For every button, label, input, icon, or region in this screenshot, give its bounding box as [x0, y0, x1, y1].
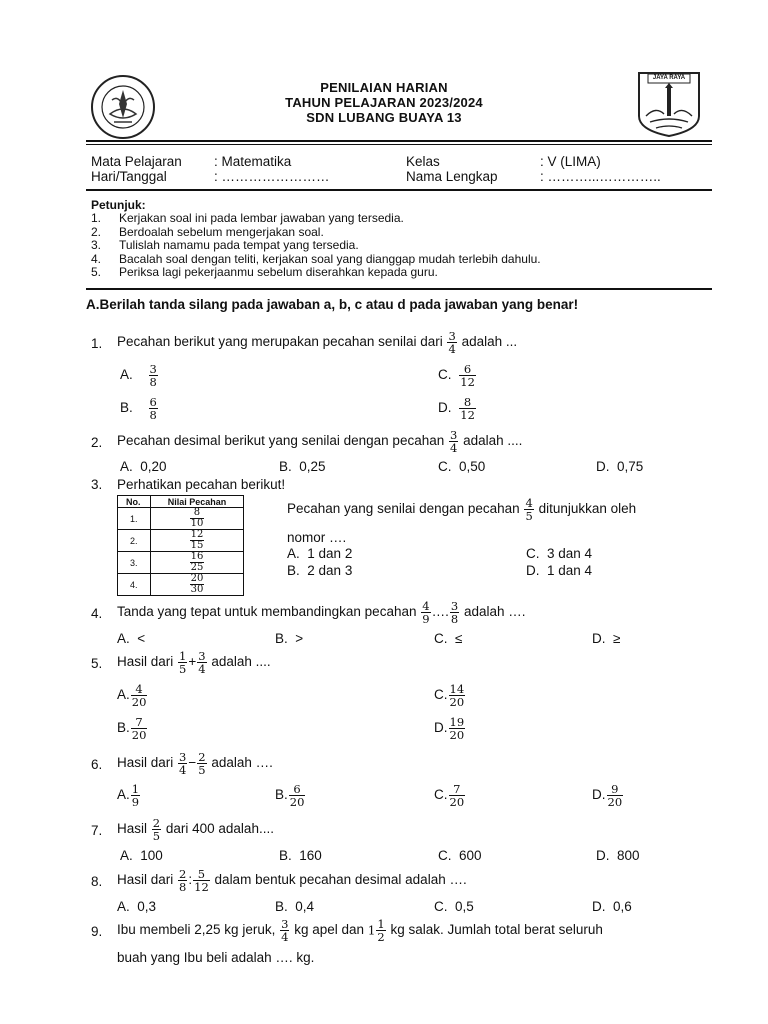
- q2-option-b[interactable]: B. 0,25: [279, 459, 326, 474]
- info-rule: [86, 189, 712, 191]
- q3-option-d[interactable]: D. 1 dan 4: [526, 563, 593, 578]
- header-rule-2: [86, 144, 712, 145]
- header-line-2: TAHUN PELAJARAN 2023/2024: [285, 95, 483, 110]
- header-line-3: SDN LUBANG BUAYA 13: [306, 110, 462, 125]
- date-label: Hari/Tanggal: [91, 169, 167, 184]
- q3-prompt: Pecahan yang senilai dengan pecahan $\frac{4}{5}$ ditunjukkan oleh: [287, 496, 637, 523]
- q1-option-d[interactable]: D. $\frac{8}{12}$: [438, 395, 475, 422]
- q4-option-d[interactable]: D. ≥: [592, 631, 621, 646]
- q7-option-c[interactable]: C. 600: [438, 848, 482, 863]
- q3-prompt-line-2: nomor ….: [287, 530, 347, 545]
- q4-option-a[interactable]: A. <: [117, 631, 146, 646]
- q7-option-d[interactable]: D. 800: [596, 848, 640, 863]
- q5-option-d[interactable]: D. $\frac{19}{20}$: [434, 715, 465, 742]
- q5-option-c[interactable]: C. $\frac{14}{20}$: [434, 682, 465, 709]
- list-item: 2. Berdoalah sebelum mengerjakan soal.: [91, 224, 324, 239]
- q3-option-a[interactable]: A. 1 dan 2: [287, 546, 353, 561]
- q3-option-b[interactable]: B. 2 dan 3: [287, 563, 353, 578]
- table-row: 4. $\frac{20}{30}$: [118, 574, 244, 596]
- table-row: 1. $\frac{8}{10}$: [118, 508, 244, 530]
- table-header-no: No.: [118, 496, 151, 508]
- q6-option-c[interactable]: C. $\frac{7}{20}$: [434, 782, 465, 809]
- list-item: 1. Kerjakan soal ini pada lembar jawaban yang tersedia.: [91, 211, 404, 225]
- q8-option-a[interactable]: A. 0,3: [117, 899, 157, 914]
- q1-option-b[interactable]: B. $\frac{6}{8}$: [120, 395, 157, 422]
- petunjuk-title: Petunjuk:: [91, 198, 146, 212]
- header-line-1: PENILAIAN HARIAN: [320, 80, 448, 95]
- q1-option-c[interactable]: C. $\frac{6}{12}$: [438, 362, 475, 389]
- class-value: : V (LIMA): [540, 154, 601, 169]
- section-a-instruction: A.Berilah tanda silang pada jawaban a, b, c atau d pada jawaban yang benar!: [86, 297, 579, 312]
- q5-option-b[interactable]: B. $\frac{7}{20}$: [117, 715, 147, 742]
- petunjuk-rule: [86, 288, 712, 290]
- question-3: 3. Perhatikan pecahan berikut!: [91, 477, 286, 492]
- q5-option-a[interactable]: A. $\frac{4}{20}$: [117, 682, 147, 709]
- q8-option-b[interactable]: B. 0,4: [275, 899, 315, 914]
- class-label: Kelas: [406, 154, 440, 169]
- question-9-line-2: buah yang Ibu beli adalah …. kg.: [117, 950, 315, 965]
- q4-option-b[interactable]: B. >: [275, 631, 304, 646]
- q7-option-a[interactable]: A. 100: [120, 848, 163, 863]
- q8-option-d[interactable]: D. 0,6: [592, 899, 632, 914]
- q3-fraction-table: [117, 495, 244, 596]
- q7-option-b[interactable]: B. 160: [279, 848, 322, 863]
- name-label: Nama Lengkap: [406, 169, 498, 184]
- petunjuk-list: [91, 212, 711, 280]
- q2-option-c[interactable]: C. 0,50: [438, 459, 486, 474]
- q1-option-a[interactable]: A. $\frac{3}{8}$: [120, 362, 157, 389]
- q6-option-d[interactable]: D. $\frac{9}{20}$: [592, 782, 623, 809]
- q2-option-a[interactable]: A. 0,20: [120, 459, 167, 474]
- table-row: 2. $\frac{12}{15}$: [118, 530, 244, 552]
- table-row: 3. $\frac{16}{25}$: [118, 552, 244, 574]
- q8-option-c[interactable]: C. 0,5: [434, 899, 474, 914]
- q6-option-a[interactable]: A. $\frac{1}{9}$: [117, 782, 140, 809]
- header-rule-1: [86, 140, 712, 142]
- q3-option-c[interactable]: C. 3 dan 4: [526, 546, 593, 561]
- list-item: 4. Bacalah soal dengan teliti, kerjakan soal yang dianggap mudah terlebih dahulu.: [91, 251, 541, 266]
- q2-option-d[interactable]: D. 0,75: [596, 459, 644, 474]
- q6-option-b[interactable]: B. $\frac{6}{20}$: [275, 782, 305, 809]
- subject-value: : Matematika: [214, 154, 292, 169]
- date-value: : ……………………: [214, 169, 330, 184]
- name-value: : ………...…………..: [540, 169, 661, 184]
- subject-label: Mata Pelajaran: [91, 154, 182, 169]
- jaya-raya-logo-text: JAYA RAYA: [652, 75, 686, 81]
- table-header-nilai: Nilai Pecahan: [151, 496, 244, 508]
- q4-option-c[interactable]: C. ≤: [434, 631, 463, 646]
- list-item: 5. Periksa lagi pekerjaanmu sebelum diserahkan kepada guru.: [91, 265, 438, 280]
- list-item: 3. Tulislah namamu pada tempat yang tersedia.: [91, 238, 359, 253]
